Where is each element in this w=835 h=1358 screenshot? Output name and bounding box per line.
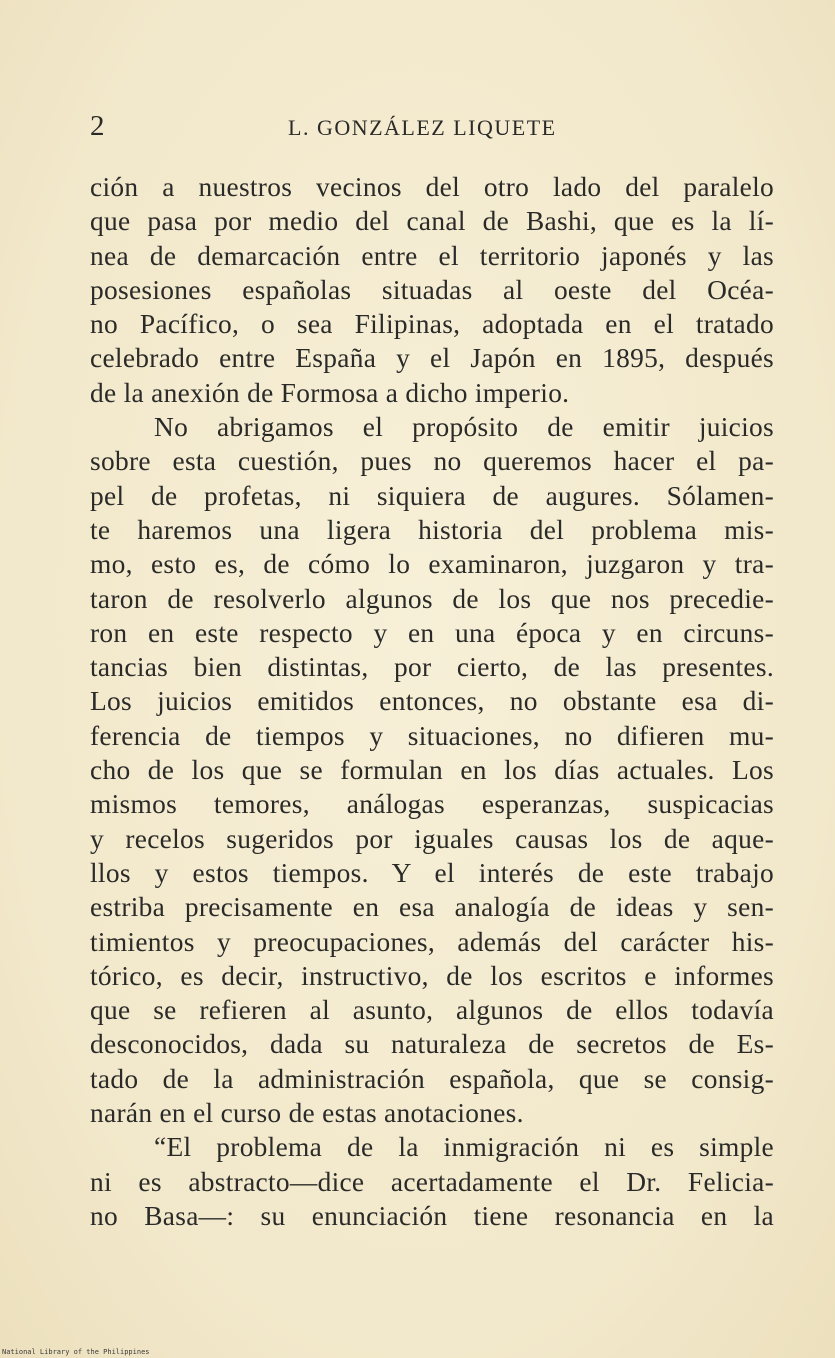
text-line: ferencia de tiempos y situaciones, no difieren mu- xyxy=(90,720,774,751)
text-line: sobre esta cuestión, pues no queremos hacer el pa- xyxy=(90,446,774,477)
text-line: tórico, es decir, instructivo, de los escritos e informes xyxy=(90,960,774,991)
text-line: Los juicios emitidos entonces, no obstante esa di- xyxy=(90,686,774,717)
text-line: mismos temores, análogas esperanzas, suspicacias xyxy=(90,789,774,820)
text-line: mo, esto es, de cómo lo examinaron, juzgaron y tra- xyxy=(90,549,774,580)
text-line: no Basa—: su enunciación tiene resonancia en la xyxy=(90,1200,774,1231)
text-line: te haremos una ligera historia del problema mis- xyxy=(90,514,774,545)
text-line: que pasa por medio del canal de Bashi, que es la lí- xyxy=(90,206,774,237)
text-line: narán en el curso de estas anotaciones. xyxy=(90,1098,524,1129)
text-line: que se refieren al asunto, algunos de ellos todavía xyxy=(90,995,774,1026)
text-line: llos y estos tiempos. Y el interés de este trabajo xyxy=(90,857,774,888)
text-line: celebrado entre España y el Japón en 1895, después xyxy=(90,343,774,374)
text-line: taron de resolverlo algunos de los que nos precedie- xyxy=(90,583,774,614)
text-line: pel de profetas, ni siquiera de augures. Sólamen- xyxy=(90,480,774,511)
text-line: tancias bien distintas, por cierto, de las presentes. xyxy=(90,652,774,683)
text-line: estriba precisamente en esa analogía de ideas y sen- xyxy=(90,892,774,923)
text-line: cho de los que se formulan en los días actuales. Los xyxy=(90,755,774,786)
page-header xyxy=(90,110,750,144)
text-line: ni es abstracto—dice acertadamente el Dr. Felicia- xyxy=(90,1166,774,1197)
text-line: No abrigamos el propósito de emitir juicios xyxy=(154,412,774,443)
text-line: timientos y preocupaciones, además del carácter his- xyxy=(90,926,774,957)
text-line: y recelos sugeridos por iguales causas los de aque- xyxy=(90,823,774,854)
text-line: no Pacífico, o sea Filipinas, adoptada en el tratado xyxy=(90,309,774,340)
digitization-credit: National Library of the Philippines xyxy=(2,1348,150,1356)
text-line: “El problema de la inmigración ni es simple xyxy=(154,1132,774,1163)
text-line: posesiones españolas situadas al oeste del Océa- xyxy=(90,274,774,305)
page-number: 2 xyxy=(90,110,105,142)
text-line: tado de la administración española, que se consig- xyxy=(90,1063,774,1094)
body-text xyxy=(90,170,774,1233)
text-line: ron en este respecto y en una época y en circuns- xyxy=(90,617,774,648)
text-line: desconocidos, dada su naturaleza de secretos de Es- xyxy=(90,1029,774,1060)
text-line: nea de demarcación entre el territorio japonés y las xyxy=(90,240,774,271)
running-head: L. GONZÁLEZ LIQUETE xyxy=(288,115,557,140)
text-line: de la anexión de Formosa a dicho imperio. xyxy=(90,377,570,408)
text-line: ción a nuestros vecinos del otro lado del paralelo xyxy=(90,172,774,202)
